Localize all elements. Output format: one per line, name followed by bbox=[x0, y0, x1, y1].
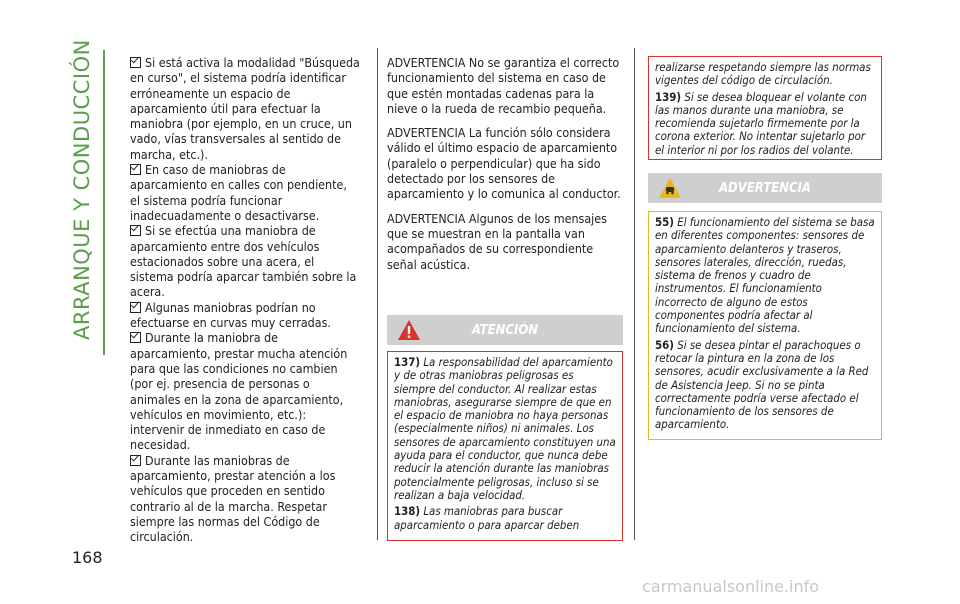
warning-item: 138) Las maniobras para buscar aparcamiento o para aparcar deben bbox=[394, 504, 580, 532]
warning-item: 139) Si se desea bloquear el volante con las manos durante una maniobra, se recomienda sujetarlo firmemente por la corona exterior. No intentar sujetarlo por el interior ni por los radios del volante. bbox=[655, 89, 867, 157]
bullet-item: En caso de maniobras de aparcamiento en calles con pendiente, el sistema podría funcionar inadecuadamente o desactivarse. bbox=[130, 162, 347, 223]
checkbox-bullet-icon bbox=[130, 302, 141, 313]
bullet-item: Algunas maniobras podrían no efectuarse en curvas muy cerradas. bbox=[130, 299, 331, 331]
column-divider-1 bbox=[377, 48, 378, 540]
warning-box-continued bbox=[648, 56, 882, 160]
advertencia-paragraph: ADVERTENCIA Algunos de los mensajes que se muestran en la pantalla van acompañados de su correspondiente señal acústica. bbox=[387, 210, 607, 272]
caution-label: ADVERTENCIA bbox=[719, 181, 811, 196]
chapter-title: ARRANQUE Y CONDUCCIÓN bbox=[70, 39, 94, 340]
checkbox-bullet-icon bbox=[130, 332, 141, 343]
caution-box bbox=[648, 211, 882, 440]
advertencia-paragraph: ADVERTENCIA No se garantiza el correcto funcionamiento del sistema en caso de que estén montadas cadenas para la nieve o la rueda de recambio pequeña. bbox=[387, 55, 620, 116]
column-2 bbox=[387, 55, 623, 281]
warning-item: 137) La responsabilidad del aparcamiento y de otras maniobras peligrosas es siempre del conductor. Al realizar estas maniobras, asegurarse siempre de que en el espacio de maniobra no haya personas (especialmente niños) ni animales. Los sensores de aparcamiento constituyen una ayuda para el conductor, que nunca debe reducir la atención durante las maniobras potencialmente peligrosas, incluso si se realizan a baja velocidad. bbox=[394, 355, 616, 502]
bullet-item: Si está activa la modalidad "Búsqueda en curso", el sistema podría identificar erróneamente un espacio de aparcamiento útil para efectuar la maniobra (por ejemplo, en un cruce, un vado, vías transversales al sentido de marcha, etc.). bbox=[130, 55, 360, 162]
warning-header bbox=[387, 315, 623, 345]
page-number: 168 bbox=[72, 548, 103, 567]
chapter-rule bbox=[103, 50, 105, 355]
watermark: carmanualsonline.info bbox=[642, 577, 820, 596]
bullet-item: Si se efectúa una maniobra de aparcamiento entre dos vehículos estacionados sobre una acera, el sistema podría aparcar también sobre la acera. bbox=[130, 223, 357, 300]
warning-label: ATENCIÓN bbox=[471, 323, 539, 338]
column-1 bbox=[130, 55, 360, 545]
warning-item: realizarse respetando siempre las normas vigentes del código de circulación. bbox=[655, 60, 871, 88]
warning-box bbox=[387, 351, 623, 541]
advertencia-paragraph: ADVERTENCIA La función sólo considera válido el último espacio de aparcamiento (paralelo o perpendicular) que ha sido detectado por los sensores de aparcamiento y lo comunica al conductor. bbox=[387, 125, 621, 202]
caution-item: 56) Si se desea pintar el parachoques o retocar la pintura en la zona de los sensores, acudir exclusivamente a la Red de Asistencia Jeep. Si no se pinta correctamente podría verse afectado el funcionamiento de los sensores de aparcamiento. bbox=[655, 337, 869, 432]
bullet-item: Durante la maniobra de aparcamiento, prestar mucha atención para que las condiciones no cambien (por ej. presencia de personas o animales en la zona de aparcamiento, vehículos en movimiento, etc.): intervenir de inmediato en caso de necesidad. bbox=[130, 330, 348, 453]
bullet-item: Durante las maniobras de aparcamiento, prestar atención a los vehículos que proceden en sentido contrario al de la marcha. Respetar siempre las normas del Código de circulación. bbox=[130, 452, 336, 545]
checkbox-bullet-icon bbox=[130, 164, 141, 175]
caution-item: 55) El funcionamiento del sistema se basa en diferentes componentes: sensores de aparcamiento delanteros y traseros, sensores laterales, dirección, ruedas, sistema de frenos y cuadro de instrumentos. El funcionamiento incorrecto de alguno de estos componentes podría afectar al funcionamiento del sistema. bbox=[655, 215, 875, 336]
caution-header bbox=[648, 173, 882, 203]
checkbox-bullet-icon bbox=[130, 225, 141, 236]
checkbox-bullet-icon bbox=[130, 57, 141, 68]
column-divider-2 bbox=[634, 48, 635, 540]
checkbox-bullet-icon bbox=[130, 455, 141, 466]
